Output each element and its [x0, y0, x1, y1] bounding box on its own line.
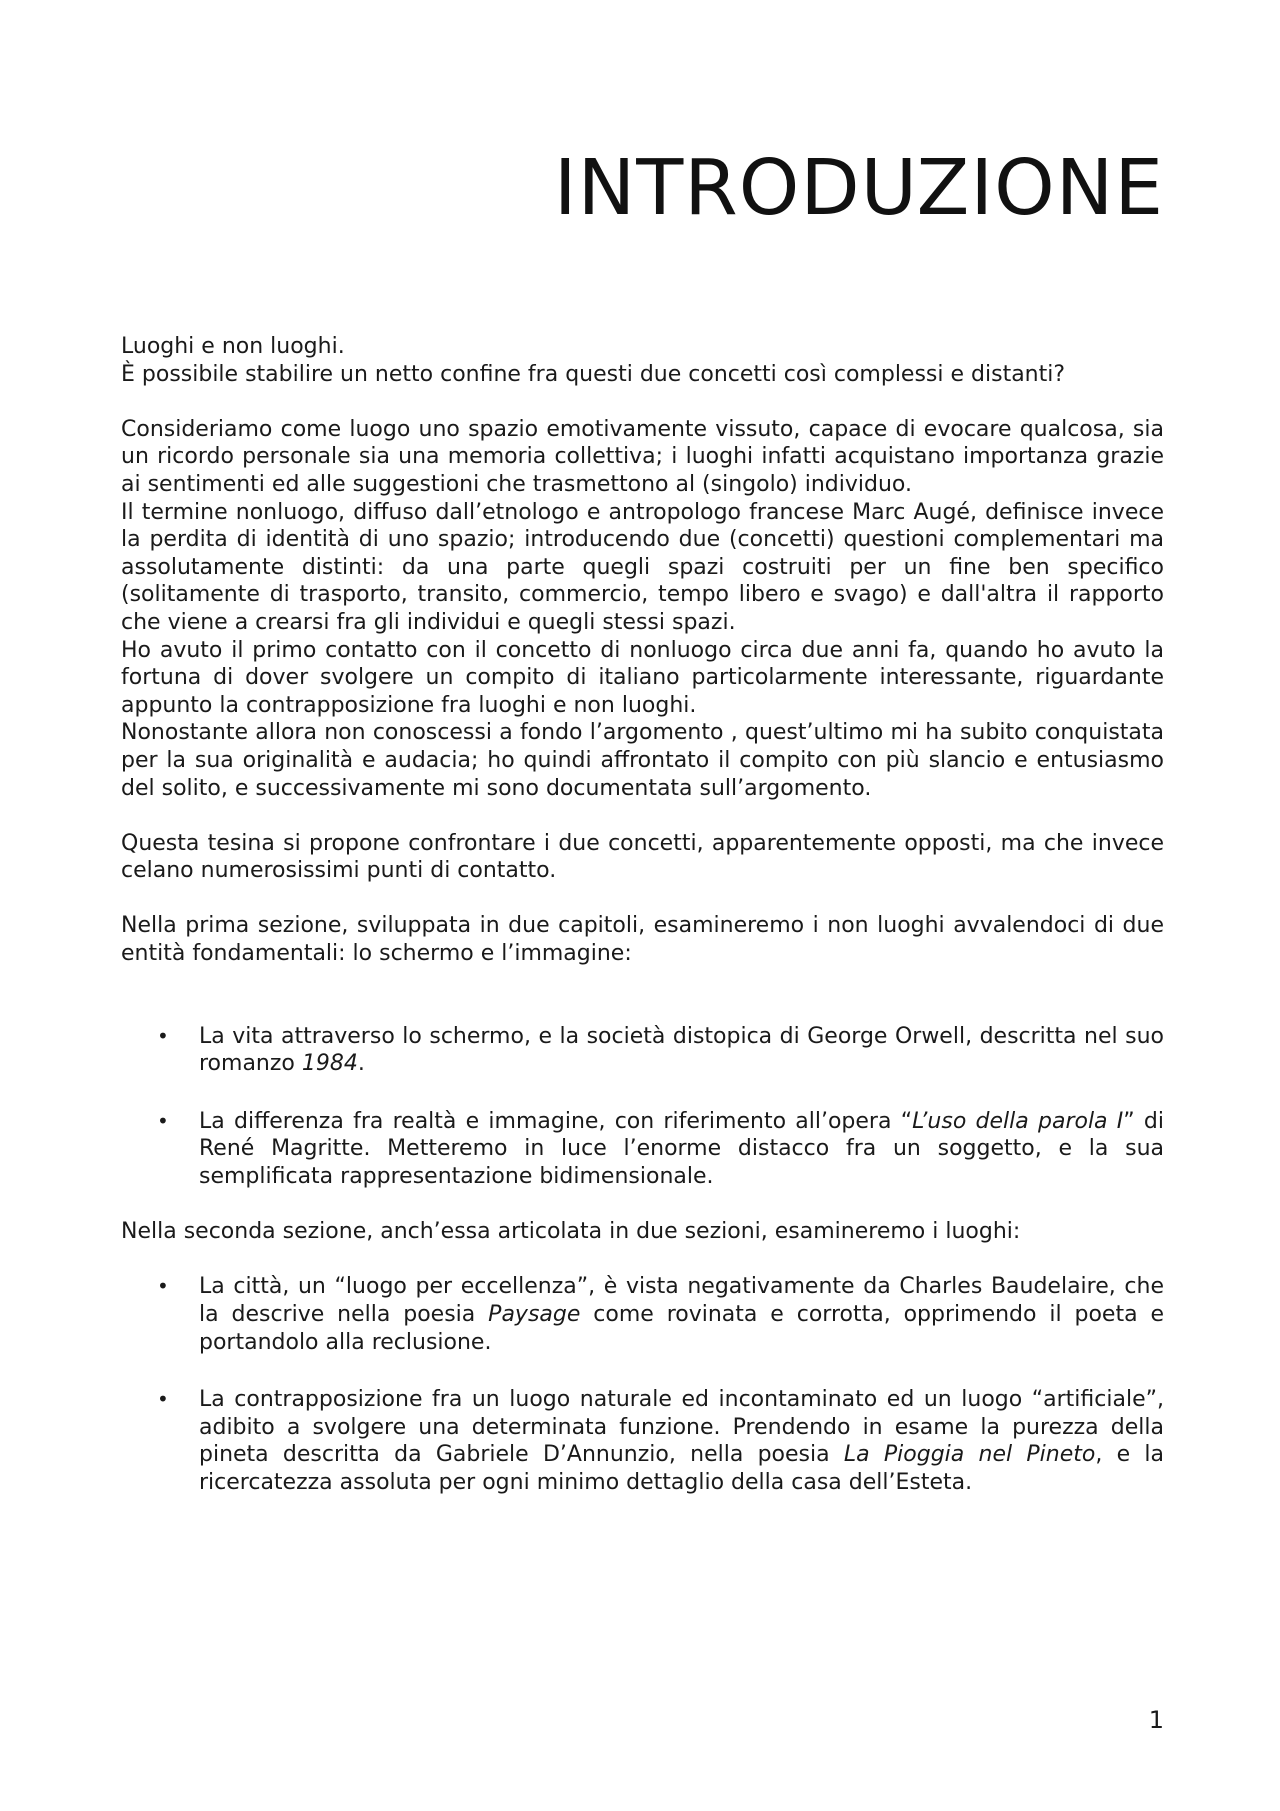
paragraph-argomento: Nonostante allora non conoscessi a fondo l’argomento , quest’ultimo mi ha subito conquistata per la sua originalità e audacia; ho quindi affrontato il compito con più slancio e entusiasmo del solito, e successivamente mi sono documentata sull’argomento. — [121, 720, 1164, 801]
bullet-title-italic: L’uso della parola I — [912, 1108, 1124, 1134]
section2-bullet-list — [121, 1273, 1164, 1496]
bullet-text: La vita attraverso lo schermo, e la società distopica di George Orwell, descritta nel suo romanzo — [199, 1023, 1164, 1077]
bullet-text: come rovinata e corrotta, opprimendo il poeta e portandolo alla reclusione. — [199, 1302, 1164, 1355]
body-text — [121, 333, 1164, 1497]
section1-bullet-list — [121, 1023, 1164, 1191]
bullet-icon: • — [157, 1274, 169, 1299]
spacer — [121, 1191, 1164, 1219]
paragraph-luogo: Consideriamo come luogo uno spazio emotivamente vissuto, capace di evocare qualcosa, sia un ricordo personale sia una memoria collettiva; i luoghi infatti acquistano importanza grazie ai sentimenti ed alle suggestioni che trasmettono al (singolo) individuo. — [121, 416, 1164, 497]
spacer — [121, 968, 1164, 1023]
bullet-title-italic: La Pioggia nel Pineto — [843, 1442, 1096, 1468]
bullet-text: . — [357, 1051, 365, 1077]
bullet-icon: • — [157, 1023, 169, 1048]
bullet-title-italic: Paysage — [488, 1302, 581, 1327]
paragraph-seconda-sezione: Nella seconda sezione, anch’essa articolata in due sezioni, esamineremo i luoghi: — [121, 1219, 1021, 1245]
paragraph-prima-sezione: Nella prima sezione, sviluppata in due capitoli, esamineremo i non luoghi avvalendoci di due entità fondamentali: lo schermo e l’immagine: — [121, 913, 1164, 967]
paragraph-nonluogo: Il termine nonluogo, diffuso dall’etnologo e antropologo francese Marc Augé, definisce invece la perdita di identità di uno spazio; introducendo due (concetti) questioni complementari ma assolutamente distinti: da una parte quegli spazi costruiti per un fine ben specifico (solitamente di trasporto, transito, commercio, tempo libero e svago) e dall'altra il rapporto che viene a crearsi fra gli individui e quegli stessi spazi. — [121, 499, 1164, 635]
spacer — [121, 388, 1164, 416]
bullet-title-italic: 1984 — [301, 1051, 358, 1077]
intro-question: È possibile stabilire un netto confine fra questi due concetti così complessi e distanti? — [121, 361, 1066, 387]
page-title: INTRODUZIONE — [553, 144, 1164, 233]
bullet-text: La città, un “luogo per eccellenza”, è vista negativamente da Charles Baudelaire, che la descrive nella poesia — [199, 1274, 1164, 1327]
spacer — [121, 802, 1164, 830]
intro-line: Luoghi e non luoghi. — [121, 334, 345, 359]
bullet-text: La contrapposizione fra un luogo naturale ed incontaminato ed un luogo “artificiale”, adibito a svolgere una determinata funzione. Prendendo in esame la purezza della pineta descritta da Gabriele D’Annunzio, nella poesia — [199, 1387, 1164, 1468]
paragraph-tesina: Questa tesina si propone confrontare i due concetti, apparentemente opposti, ma che invece celano numerosissimi punti di contatto. — [121, 830, 1164, 884]
spacer — [121, 1246, 1164, 1274]
spacer — [121, 885, 1164, 913]
bullet-text: , e la ricercatezza assoluta per ogni minimo dettaglio della casa dell’Esteta. — [199, 1442, 1164, 1495]
list-item — [121, 1273, 1164, 1356]
list-item — [121, 1108, 1164, 1191]
bullet-text: La differenza fra realtà e immagine, con riferimento all’opera “ — [199, 1108, 913, 1134]
bullet-icon: • — [157, 1387, 169, 1412]
page-number: 1 — [1148, 1706, 1164, 1734]
bullet-text: ” di René Magritte. Metteremo in luce l’enorme distacco fra un soggetto, e la sua semplificata rappresentazione bidimensionale. — [199, 1108, 1165, 1190]
paragraph-primo-contatto: Ho avuto il primo contatto con il concetto di nonluogo circa due anni fa, quando ho avuto la fortuna di dover svolgere un compito di italiano particolarmente interessante, riguardante appunto la contrapposizione fra luoghi e non luoghi. — [121, 637, 1164, 718]
list-item — [121, 1023, 1164, 1078]
bullet-icon: • — [157, 1108, 169, 1133]
list-item — [121, 1386, 1164, 1496]
